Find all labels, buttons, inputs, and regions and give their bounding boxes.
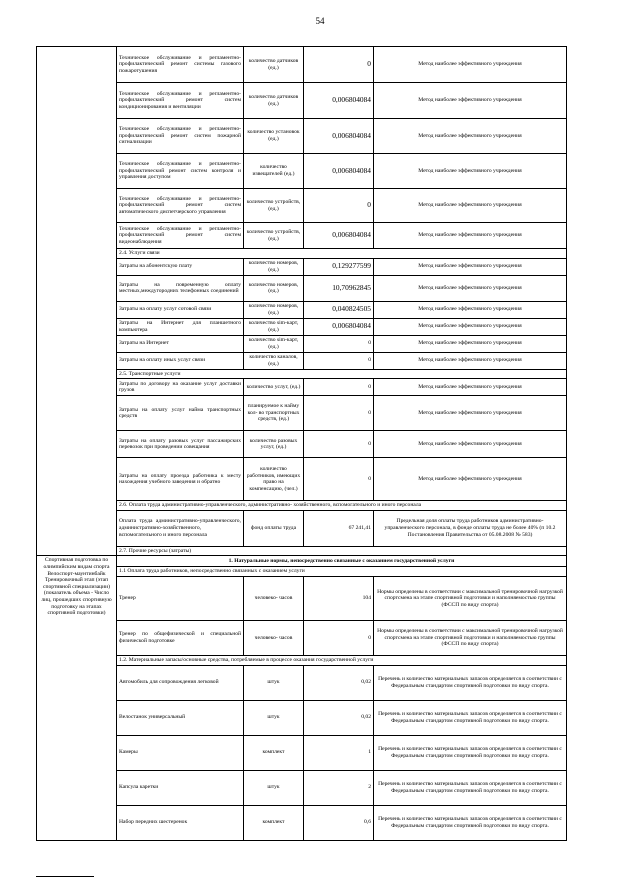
cost-description: Велостанок универсальный (117, 700, 244, 735)
unit-cell: штук (244, 770, 304, 805)
method-cell: Перечень и количество материальных запасов определяется в соответствии с Федеральным стандартом спортивной подготовки по виду спорта. (374, 665, 567, 700)
table-row (37, 700, 567, 735)
table-row (37, 458, 567, 501)
section-row (37, 556, 567, 567)
cost-description: Затраты по договору на оказание услуг доставки грузов (117, 379, 244, 396)
method-cell: Метод наиболее эффективного учреждения (374, 431, 567, 458)
left-empty-cell (37, 119, 117, 154)
value-cell: 104 (304, 576, 374, 620)
left-empty-cell (37, 249, 117, 259)
cost-description: Затраты на оплату услуг найма транспортных средств (117, 396, 244, 431)
method-cell: Метод наиболее эффективного учреждения (374, 258, 567, 275)
unit-cell: комплект (244, 805, 304, 840)
footnote-divider (36, 876, 94, 877)
value-cell: 0,040824505 (304, 301, 374, 318)
unit-cell: количество номеров, (ед.) (244, 301, 304, 318)
left-empty-cell (37, 154, 117, 189)
left-empty-cell (37, 352, 117, 369)
left-empty-cell (37, 275, 117, 301)
unit-cell: количество извещателей (ед.) (244, 154, 304, 189)
unit-cell: фонд оплаты труда (244, 510, 304, 546)
unit-cell: человеко- часов (244, 576, 304, 620)
value-cell: 0 (304, 335, 374, 352)
cost-description: Камеры (117, 735, 244, 770)
cost-description: Затраты на оплату проезда работника к месту нахождения учебного заведения и обратно (117, 458, 244, 501)
cost-description: Тренер (117, 576, 244, 620)
value-cell: 2 (304, 770, 374, 805)
value-cell: 0,02 (304, 700, 374, 735)
table-row (37, 275, 567, 301)
value-cell: 1 (304, 735, 374, 770)
method-cell: Перечень и количество материальных запасов определяется в соответствии с Федеральным стандартом спортивной подготовки по виду спорта. (374, 805, 567, 840)
left-empty-cell (37, 223, 117, 249)
left-empty-cell (37, 396, 117, 431)
method-cell: Перечень и количество материальных запасов определяется в соответствии с Федеральным стандартом спортивной подготовки по виду спорта. (374, 700, 567, 735)
left-empty-cell (37, 301, 117, 318)
cost-description: Техническое обслуживание и регламентно- профилактический ремонт систем кондиционирования и вентиляции (117, 83, 244, 119)
page-number: 54 (315, 16, 325, 26)
left-empty-cell (37, 431, 117, 458)
method-cell: Метод наиболее эффективного учреждения (374, 301, 567, 318)
method-cell: Предельная доля оплаты труда работников административно- управленческого персонала, в фонде оплаты труда не более 40% (п 10.2 Постановления Правительства от 05.08.2008 № 583) (374, 510, 567, 546)
table-row (37, 335, 567, 352)
unit-cell: количество каналов, (ед.) (244, 352, 304, 369)
method-cell: Метод наиболее эффективного учреждения (374, 154, 567, 189)
cost-description: Затраты на оплату иных услуг связи (117, 352, 244, 369)
value-cell: 0 (304, 352, 374, 369)
section-row (37, 567, 567, 577)
cost-description: Техническое обслуживание и регламентно- профилактический ремонт систем контроля и управления доступом (117, 154, 244, 189)
table-row (37, 119, 567, 154)
unit-cell: комплект (244, 735, 304, 770)
value-cell: 0 (304, 431, 374, 458)
unit-cell: количество sim-карт, (ед.) (244, 318, 304, 335)
method-cell: Перечень и количество материальных запасов определяется в соответствии с Федеральным стандартом спортивной подготовки по виду спорта. (374, 735, 567, 770)
table-row (37, 665, 567, 700)
cost-description: Тренер по общефизической и специальной физической подготовке (117, 620, 244, 655)
value-cell: 0,6 (304, 805, 374, 840)
unit-cell: количество устройств, (ед.) (244, 189, 304, 223)
left-empty-cell (37, 369, 117, 379)
value-cell: 0,129277599 (304, 258, 374, 275)
cost-description: Оплата труда административно-управленческого, административно-хозяйственного, вспомогательного и иного персонала (117, 510, 244, 546)
method-cell: Метод наиболее эффективного учреждения (374, 189, 567, 223)
cost-description: Техническое обслуживание и регламентно- профилактический ремонт систем автоматического диспетчерского управления (117, 189, 244, 223)
value-cell: 0,006804084 (304, 318, 374, 335)
section-row (37, 369, 567, 379)
method-cell: Метод наиболее эффективного учреждения (374, 47, 567, 83)
section-heading: 2.4. Услуги связи (117, 249, 567, 259)
left-empty-cell (37, 258, 117, 275)
method-cell: Метод наиболее эффективного учреждения (374, 458, 567, 501)
table-row (37, 805, 567, 840)
cost-description: Затраты на оплату разовых услуг пассажирских перевозок при проведении совещания (117, 431, 244, 458)
section-heading: 1. Натуральные нормы, непосредственно связанные с оказанием государственной услуги (117, 556, 567, 567)
method-cell: Метод наиболее эффективного учреждения (374, 318, 567, 335)
value-cell: 0,02 (304, 665, 374, 700)
cost-description: Затраты на Интернет для планшетного компьютера (117, 318, 244, 335)
section-row (37, 655, 567, 665)
unit-cell: количество датчиков (ед.) (244, 47, 304, 83)
table-row (37, 431, 567, 458)
table-row (37, 352, 567, 369)
unit-cell: количество установок (ед.) (244, 119, 304, 154)
cost-description: Капсула каретки (117, 770, 244, 805)
norms-table (36, 46, 567, 841)
table-row (37, 576, 567, 620)
method-cell: Метод наиболее эффективного учреждения (374, 119, 567, 154)
unit-cell: планируемое к найму кол- во транспортных средств, (ед.) (244, 396, 304, 431)
section-heading: 1.1 Оплата труда работников, непосредственно связанных с оказанием услуги (117, 567, 567, 577)
value-cell: 0 (304, 47, 374, 83)
method-cell: Метод наиболее эффективного учреждения (374, 223, 567, 249)
unit-cell: количество sim-карт, (ед.) (244, 335, 304, 352)
section-row (37, 546, 567, 556)
left-empty-cell (37, 458, 117, 501)
cost-description: Автомобиль для сопровождения легковой (117, 665, 244, 700)
unit-cell: штук (244, 665, 304, 700)
service-label: Спортивная подготовка по олимпийским видам спорта Велоспорт-маунтинбайк Тренировочный этап (этап спортивной специализации) (показатель объема - Число лиц, прошедших спортивную подготовку на этапах спортивной подготовки) (37, 556, 117, 840)
method-cell: Метод наиболее эффективного учреждения (374, 352, 567, 369)
method-cell: Нормы определены в соответствии с максимальной тренировочной нагрузкой спортсмена на этапе спортивной подготовки и наполняемостью группы (ФССП по виду спорта) (374, 576, 567, 620)
unit-cell: количество разовых услуг, (ед.) (244, 431, 304, 458)
value-cell: 0,006804084 (304, 154, 374, 189)
unit-cell: количество номеров, (ед.) (244, 275, 304, 301)
value-cell: 67 241,41 (304, 510, 374, 546)
method-cell: Метод наиболее эффективного учреждения (374, 275, 567, 301)
cost-description: Затраты на оплату услуг сотовой связи (117, 301, 244, 318)
method-cell: Метод наиболее эффективного учреждения (374, 83, 567, 119)
table-row (37, 301, 567, 318)
table-row (37, 47, 567, 83)
table-row (37, 379, 567, 396)
table-row (37, 620, 567, 655)
value-cell: 10,70962845 (304, 275, 374, 301)
table-row (37, 189, 567, 223)
value-cell: 0 (304, 379, 374, 396)
cost-description: Набор передних шестеренок (117, 805, 244, 840)
unit-cell: количество номеров, (ед.) (244, 258, 304, 275)
left-empty-cell (37, 510, 117, 546)
table-row (37, 735, 567, 770)
section-heading: 2.7. Прочие ресурсы (затраты) (117, 546, 567, 556)
left-empty-cell (37, 318, 117, 335)
section-heading: 2.5. Транспортные услуги (117, 369, 567, 379)
cost-description: Затраты на повременную оплату местных,междугородних телефонных соединений (117, 275, 244, 301)
left-empty-cell (37, 83, 117, 119)
value-cell: 0 (304, 458, 374, 501)
table-row (37, 154, 567, 189)
cost-description: Техническое обслуживание и регламентно- профилактический ремонт систем видеонаблюдения (117, 223, 244, 249)
unit-cell: количество устройств, (ед.) (244, 223, 304, 249)
value-cell: 0,006804084 (304, 83, 374, 119)
value-cell: 0 (304, 396, 374, 431)
method-cell: Перечень и количество материальных запасов определяется в соответствии с Федеральным стандартом спортивной подготовки по виду спорта. (374, 770, 567, 805)
table-row (37, 318, 567, 335)
section-heading: 1.2. Материальные запасы/основные средства, потребляемые в процессе оказания государственной услуги (117, 655, 567, 665)
left-empty-cell (37, 47, 117, 83)
unit-cell: количество работников, имеющих право на компенсацию, (чел.) (244, 458, 304, 501)
cost-description: Затраты на абонентскую плату (117, 258, 244, 275)
unit-cell: человеко- часов (244, 620, 304, 655)
table-row (37, 770, 567, 805)
cost-description: Техническое обслуживание и регламентно- профилактический ремонт систем пожарной сигнализации (117, 119, 244, 154)
left-empty-cell (37, 189, 117, 223)
cost-description: Затраты на Интернет (117, 335, 244, 352)
section-heading: 2.6. Оплата труда административно-управленческого, административно- хозяйственного, вспомогательного и иного персонала (117, 501, 567, 511)
value-cell: 0 (304, 620, 374, 655)
value-cell: 0 (304, 189, 374, 223)
method-cell: Метод наиболее эффективного учреждения (374, 335, 567, 352)
value-cell: 0,006804084 (304, 223, 374, 249)
table-row (37, 223, 567, 249)
table-row (37, 258, 567, 275)
method-cell: Нормы определены в соответствии с максимальной тренировочной нагрузкой спортсмена на этапе спортивной подготовки и наполняемостью группы (ФССП по виду спорта) (374, 620, 567, 655)
section-row (37, 501, 567, 511)
left-empty-cell (37, 501, 117, 511)
value-cell: 0,006804084 (304, 119, 374, 154)
method-cell: Метод наиболее эффективного учреждения (374, 396, 567, 431)
method-cell: Метод наиболее эффективного учреждения (374, 379, 567, 396)
left-empty-cell (37, 546, 117, 556)
unit-cell: количество услуг, (ед.) (244, 379, 304, 396)
left-empty-cell (37, 335, 117, 352)
table-row (37, 396, 567, 431)
unit-cell: штук (244, 700, 304, 735)
unit-cell: количество датчиков (ед.) (244, 83, 304, 119)
table-row (37, 510, 567, 546)
cost-description: Техническое обслуживание и регламентно- профилактический ремонт системы газового пожаротушения (117, 47, 244, 83)
table-row (37, 83, 567, 119)
section-row (37, 249, 567, 259)
left-empty-cell (37, 379, 117, 396)
